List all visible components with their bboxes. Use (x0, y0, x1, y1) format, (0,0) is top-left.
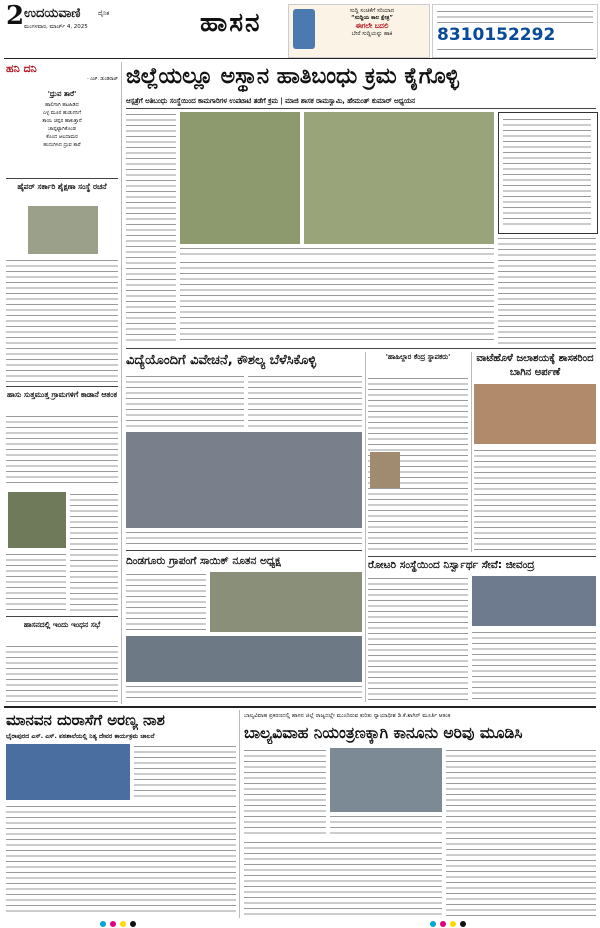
quote-box (498, 112, 598, 234)
column-logo: ಹನಿ ದನಿ (6, 62, 37, 75)
middle-story-2-head: ದಿಂಡಗೂರು ಗ್ರಾಪಂಗೆ ಸಾಯಿಕ್ ನೂತನ ಅಧ್ಯಕ್ಷ (126, 555, 281, 567)
left-story-2-body (6, 414, 118, 486)
left-story-2-head: ಹಾಸು ಸುತ್ತಮುತ್ತ ಗ್ರಾಮಗಳಿಗೆ ಕಾಡಾನೆ ಆತಂಕ (7, 390, 117, 399)
bottom-left-sub: ಭೈರಾಪುರದ ಎಸ್. ಎಸ್. ಪಠಶಾಲೆಯಲ್ಲಿ ನಿತ್ಯ ದೇವರ ಕಾರ್ಯಕ್ರಮ ಚಾಲನೆ (6, 733, 155, 740)
phone-illustration (293, 9, 315, 49)
ad-phone: 8310152292 (437, 25, 556, 45)
page-number: 2 (6, 1, 25, 31)
left-story-1-head: ಹೈಪರ್ ಸರ್ಕಾರಿ ಶೈಕ್ಷಣಾ ಸಂಸ್ಥೆ ರಚನೆ (17, 182, 107, 191)
column-box (6, 62, 118, 149)
ad-line-2: “ಸುದ್ದಿಯ ಕಾಲ ಕ್ಷೇತ್ರ” (351, 15, 393, 21)
middle-story-1-head: ವಿದ್ಯೆಯೊಂದಿಗೆ ವಿವೇಚನೆ, ಕೌಶಲ್ಯ ಬೆಳೆಸಿಕೊಳ್ಳಿ (126, 353, 317, 368)
center-ad (288, 4, 430, 58)
left-story-1-body (6, 258, 118, 382)
poem-line: ಎಳ್ಳ ಮೂರ ಹುಡುಗನಿಗೆ (42, 110, 82, 116)
poem-line: ತಾಯಿ ಚಪ್ಪರ ಹಾಕುತ್ತಾನೆ (42, 118, 82, 124)
ad-line-3: ಈಗಲೇ ಬದಲಿ (355, 22, 389, 30)
main-subhead: ಆಸ್ಪತ್ರೆಗೆ ಅತಿಬಂಧು ಸಂಸ್ಥೆಯಿಂದ ಕಾಮಗಾರಿಗಳ ಉಪಟಾಟಿ ತಡೆಗೆ ಕ್ರಮ | ಮಾಜಿ ಶಾಸಕ ರಾಮಸ್ವಾಮಿ, ಹೇಮಂತ್ ಕುಮಾರ್ ಅಧ್ಯಯನ (126, 97, 415, 105)
left-story-1-photo (28, 206, 98, 254)
registration-marks (0, 920, 600, 928)
column-byline: - ಎಚ್. ಡುಂಡಿರಾಜ್ (87, 77, 118, 82)
paper-name: ಉದಯವಾಣಿ (24, 6, 81, 21)
right-photo-1 (474, 384, 596, 444)
bottom-right-kicker: ಬಾಲ್ಯವಿವಾಹ ಪ್ರಕರಣದಲ್ಲಿ ಹಾಸನ ಜಿಲ್ಲೆ ರಾಜ್ಯದಲ್ಲೇ ಮುಂದಿರುವ ಕುರಿತು ನ್ಯಾಯಾಧೀಶ ಡಿ.ಕೆ.ಶಾಗಿನ್ ಮೂರ್ತಿ ಆತಂಕ (244, 713, 451, 719)
edition-suffix: ದೈನಿಕ (98, 10, 110, 17)
ad-line-4: ಬೇರೆ ಸುದ್ದಿಯನ್ನು ಹಾಕಿ (351, 31, 393, 37)
poem-line: ಚಾಪ್ಪಟ್ಟಾಗಿಕೊಂಡ (48, 126, 76, 132)
poem-title: 'ಧ್ರುವ ತಾರೆ' (47, 90, 77, 98)
main-photo-2 (304, 112, 494, 244)
poem-line: ಹುದುಗಿಸಿದ ಧ್ರುವ ತಾರೆ (43, 142, 81, 148)
middle-photo-2 (210, 572, 362, 632)
masthead-rule (4, 58, 596, 59)
left-story-3-body (6, 644, 118, 702)
middle-photo-1 (126, 432, 362, 528)
poem-line: ಕೊಂದ ಆಲದಾಮರ (46, 134, 78, 140)
person-photo (370, 452, 400, 488)
ad-line-1: ಸುದ್ದಿ ಸಂಚಿಕೆಗೆ ಸರಿಯಾದ (349, 8, 395, 14)
elephant-photo (8, 492, 66, 548)
poem-line: ಹಾಲಿಗಾಗಿ ಹಟಹಿಡಿದ (45, 102, 79, 108)
left-story-3-head: ಹಾಸನದಲ್ಲಿ ಇಂದು ಇಂಧನ ಸಭೆ (23, 620, 101, 629)
students-photo (6, 744, 130, 800)
date-line: ಮಂಗಳವಾರ, ಮಾರ್ಚ್ 4, 2025 (24, 24, 88, 30)
right-photo-2 (472, 576, 596, 626)
middle-story-3-head: 'ಹಾಹಿಲ್ದಾರ ಕೆಂದ್ರ ಸ್ಥಾಪಕರು' (385, 353, 451, 361)
bottom-right-head: ಬಾಲ್ಯವಿವಾಹ ನಿಯಂತ್ರಣಕ್ಕಾಗಿ ಕಾನೂನು ಅರಿವು ಮೂಡಿಸಿ (244, 724, 523, 742)
masthead-left (6, 2, 136, 54)
main-story-body (126, 112, 176, 344)
right-ad (432, 4, 598, 58)
section-title: ಹಾಸನ (200, 8, 262, 38)
right-story-2-head: ರೋಟರಿ ಸಂಸ್ಥೆಯಿಂದ ನಿರ್ಸ್ವಾರ್ಥ ಸೇವೆ: ಜೀವಂದ್ರ (368, 559, 535, 571)
main-headline: ಜಿಲ್ಲೆಯಲ್ಲೂ ಅಸ್ಥಾನ ಹಾತಿಬಂಧು ಕ್ರಮ ಕೈಗೊಳ್ಳಿ (126, 64, 459, 89)
middle-photo-3 (126, 636, 362, 682)
court-photo (330, 748, 442, 812)
main-photo-1 (180, 112, 300, 244)
bottom-left-head: ಮಾನವನ ದುರಾಸೆಗೆ ಅರಣ್ಯ ನಾಶ (6, 711, 165, 729)
right-story-1-head: ವಾಟೆಹೊಳೆ ಜಲಾಶಯಕ್ಕೆ ಶಾಸಕರಿಂದ ಬಾಗಿನ ಅರ್ಪಣೆ (476, 353, 594, 378)
